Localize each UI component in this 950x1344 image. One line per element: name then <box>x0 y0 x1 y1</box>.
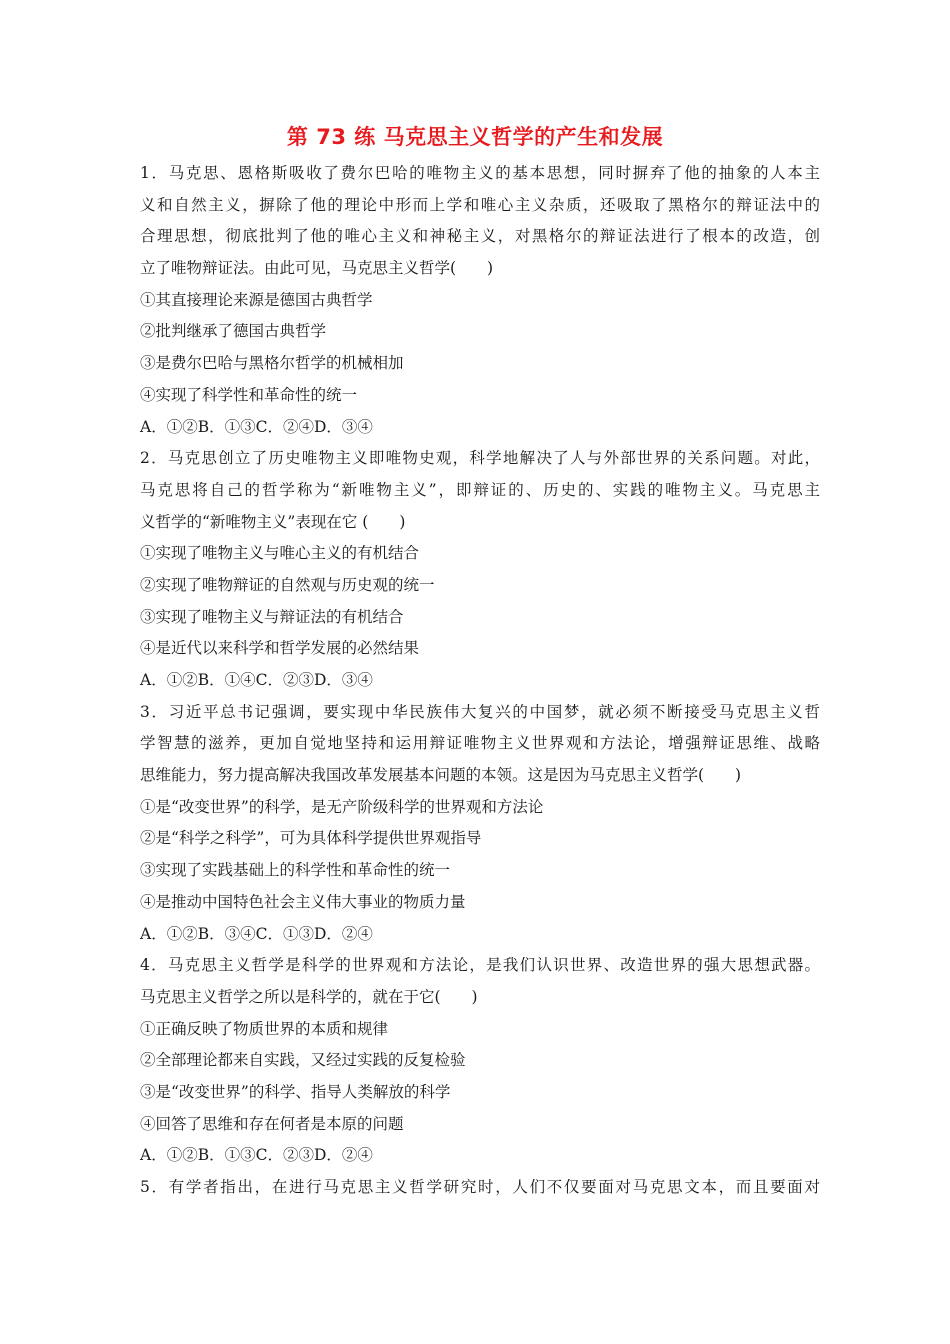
question-stem-line: 马克思主义哲学之所以是科学的，就在于它( ) <box>140 987 478 1006</box>
option-item: ③是“改变世界”的科学、指导人类解放的科学 <box>140 1082 451 1101</box>
question-stem-line: 合理思想，彻底批判了他的唯心主义和神秘主义，对黑格尔的辩证法进行了根本的改造，创 <box>140 227 820 246</box>
question-2 <box>140 443 820 697</box>
option-item: ②是“科学之科学”，可为具体科学提供世界观指导 <box>140 829 482 848</box>
option-item: ③实现了唯物主义与辩证法的有机结合 <box>140 607 404 626</box>
answer-choices: A．①②B．①③C．②④D．③④ <box>140 417 373 436</box>
option-item: ①是“改变世界”的科学，是无产阶级科学的世界观和方法论 <box>140 797 544 816</box>
option-item: ①正确反映了物质世界的本质和规律 <box>140 1019 389 1038</box>
option-item: ②实现了唯物辩证的自然观与历史观的统一 <box>140 575 435 594</box>
option-item: ④是近代以来科学和哲学发展的必然结果 <box>140 639 420 658</box>
question-stem-line: 义和自然主义，摒除了他的理论中形而上学和唯心主义杂质，还吸取了黑格尔的辩证法中的 <box>140 195 820 214</box>
page-title: 第 73 练 马克思主义哲学的产生和发展 <box>286 125 664 149</box>
question-stem-line: 2．马克思创立了历史唯物主义即唯物史观，科学地解决了人与外部世界的关系问题。对此， <box>140 449 820 468</box>
option-item: ③实现了实践基础上的科学性和革命性的统一 <box>140 861 451 880</box>
option-item: ①实现了唯物主义与唯心主义的有机结合 <box>140 544 420 563</box>
option-item: ①其直接理论来源是德国古典哲学 <box>140 290 373 309</box>
question-stem-line: 3．习近平总书记强调，要实现中华民族伟大复兴的中国梦，就必须不断接受马克思主义哲 <box>140 702 820 721</box>
option-item: ④实现了科学性和革命性的统一 <box>140 385 358 404</box>
question-stem-line: 学智慧的滋养，更加自觉地坚持和运用辩证唯物主义世界观和方法论，增强辩证思维、战略 <box>140 734 820 753</box>
answer-choices: A．①②B．③④C．①③D．②④ <box>140 924 373 943</box>
question-stem-line: 1．马克思、恩格斯吸收了费尔巴哈的唯物主义的基本思想，同时摒弃了他的抽象的人本主 <box>140 164 820 182</box>
question-stem-line: 义哲学的“新唯物主义”表现在它 ( ) <box>140 512 406 531</box>
question-stem-line: 思维能力，努力提高解决我国改革发展基本问题的本领。这是因为马克思主义哲学( ) <box>140 766 742 785</box>
document-body <box>140 158 820 1204</box>
option-item: ②批判继承了德国古典哲学 <box>140 322 327 341</box>
question-1 <box>140 158 820 443</box>
question-stem-line: 马克思将自己的哲学称为“新唯物主义”，即辩证的、历史的、实践的唯物主义。马克思主 <box>140 480 820 499</box>
question-stem-line: 立了唯物辩证法。由此可见，马克思主义哲学( ) <box>140 259 494 278</box>
question-3 <box>140 697 820 951</box>
question-5 <box>140 1172 820 1204</box>
option-item: ④是推动中国特色社会主义伟大事业的物质力量 <box>140 892 466 911</box>
answer-choices: A．①②B．①③C．②③D．②④ <box>140 1146 373 1165</box>
question-4 <box>140 950 820 1172</box>
option-item: ④回答了思维和存在何者是本原的问题 <box>140 1114 404 1133</box>
question-stem-line: 5．有学者指出，在进行马克思主义哲学研究时，人们不仅要面对马克思文本，而且要面对 <box>140 1178 820 1196</box>
option-item: ③是费尔巴哈与黑格尔哲学的机械相加 <box>140 354 404 373</box>
question-stem-line: 4．马克思主义哲学是科学的世界观和方法论，是我们认识世界、改造世界的强大思想武器。 <box>140 956 820 975</box>
option-item: ②全部理论都来自实践，又经过实践的反复检验 <box>140 1051 466 1070</box>
answer-choices: A．①②B．①④C．②③D．③④ <box>140 671 373 689</box>
